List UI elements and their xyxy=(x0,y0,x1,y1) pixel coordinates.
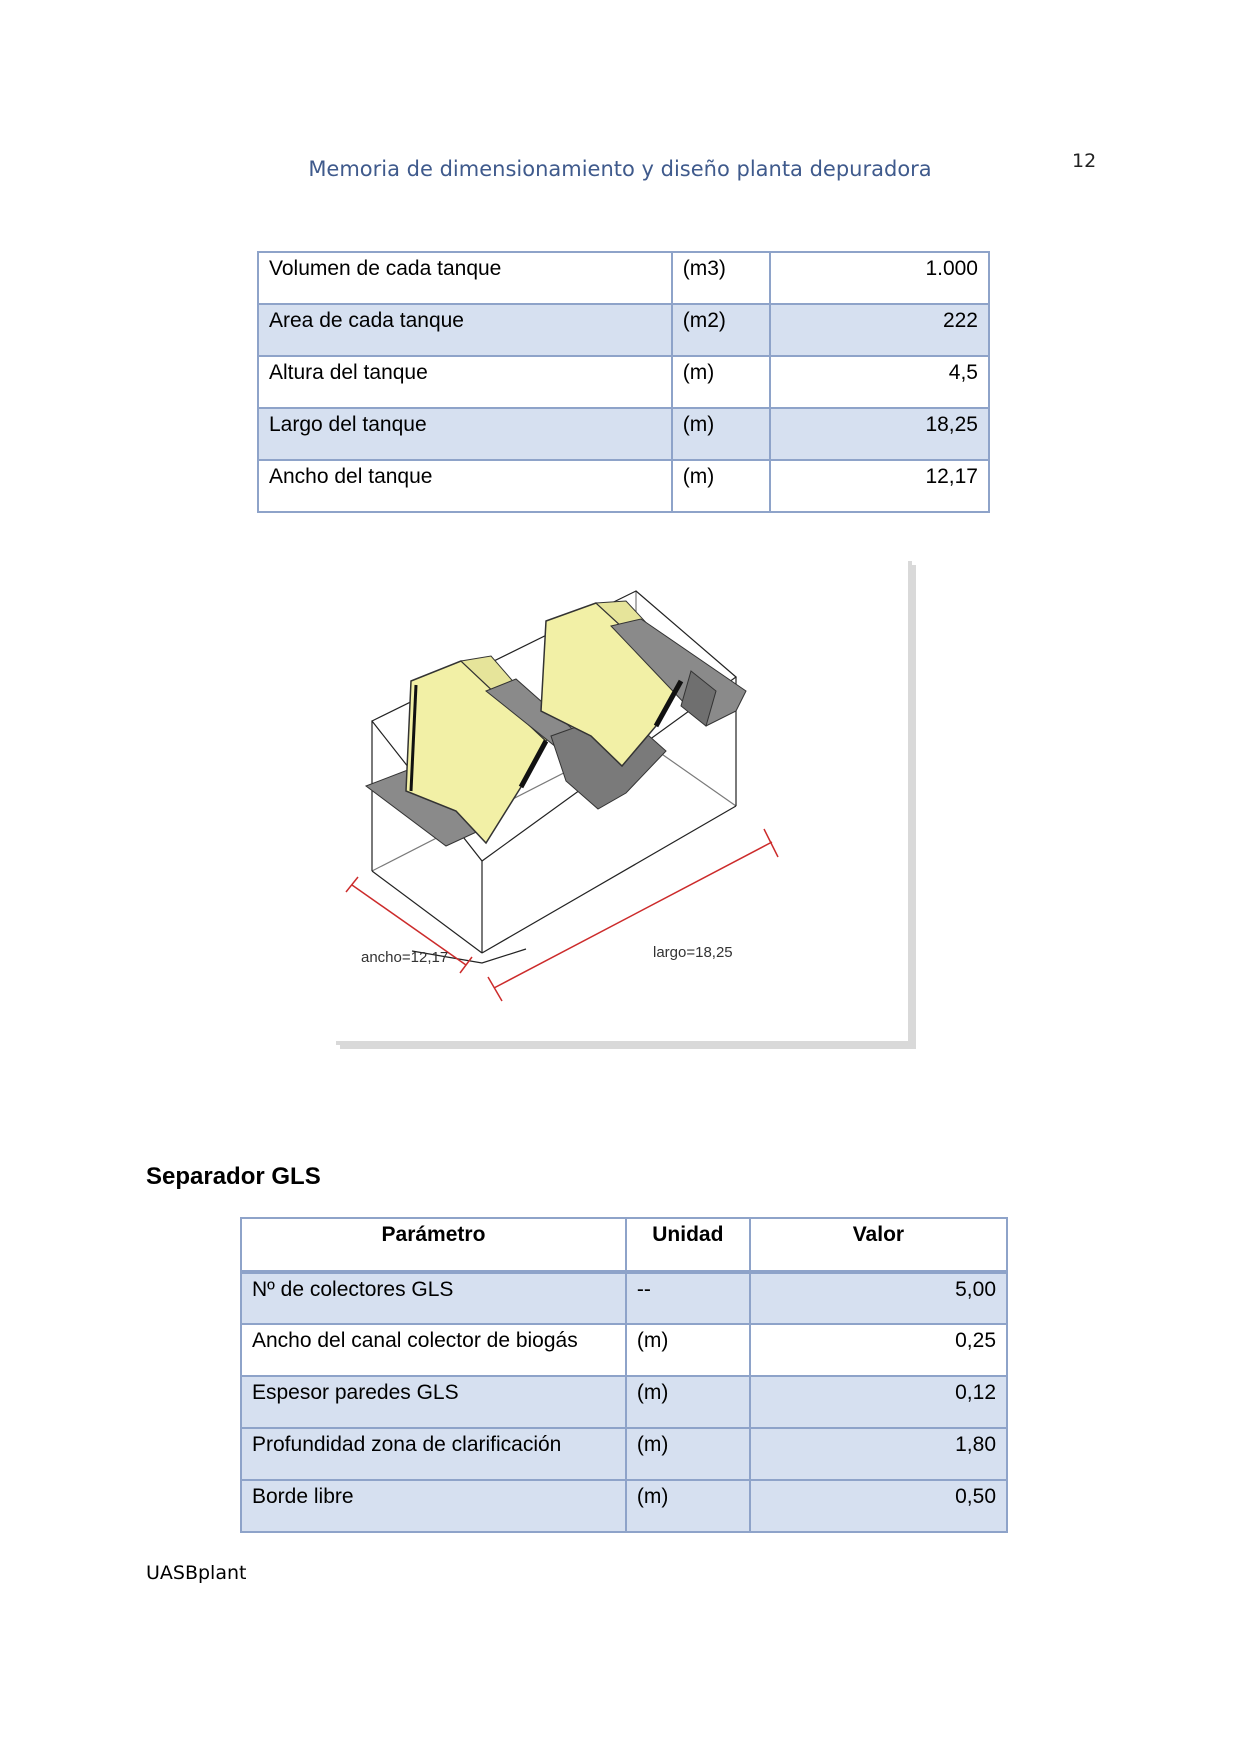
table-row xyxy=(258,252,989,304)
row-unit: (m) xyxy=(626,1480,750,1532)
row-value: 0,25 xyxy=(750,1324,1007,1376)
row-unit: (m) xyxy=(626,1428,750,1480)
row-value: 1,80 xyxy=(750,1428,1007,1480)
table-row xyxy=(241,1480,1007,1532)
row-unit: (m2) xyxy=(672,304,770,356)
column-header: Parámetro xyxy=(241,1218,626,1272)
gls-separator-table xyxy=(240,1217,1008,1533)
row-value: 5,00 xyxy=(750,1272,1007,1324)
table-row xyxy=(241,1376,1007,1428)
row-label: Volumen de cada tanque xyxy=(258,252,672,304)
row-unit: (m) xyxy=(672,356,770,408)
largo-dimension-label: largo=18,25 xyxy=(653,944,733,961)
table-header-row xyxy=(241,1218,1007,1272)
footer-text: UASBplant xyxy=(146,1562,247,1584)
section-heading: Separador GLS xyxy=(146,1163,321,1190)
table-row xyxy=(241,1324,1007,1376)
row-label: Profundidad zona de clarificación xyxy=(241,1428,626,1480)
row-label: Ancho del canal colector de biogás xyxy=(241,1324,626,1376)
header-title: Memoria de dimensionamiento y diseño planta depuradora xyxy=(308,157,932,181)
page-number: 12 xyxy=(1072,150,1097,172)
row-value: 0,50 xyxy=(750,1480,1007,1532)
row-unit: (m) xyxy=(626,1376,750,1428)
row-label: Altura del tanque xyxy=(258,356,672,408)
row-value: 222 xyxy=(770,304,989,356)
row-unit: (m3) xyxy=(672,252,770,304)
row-label: Area de cada tanque xyxy=(258,304,672,356)
row-value: 0,12 xyxy=(750,1376,1007,1428)
row-value: 1.000 xyxy=(770,252,989,304)
table-row xyxy=(258,304,989,356)
row-label: Nº de colectores GLS xyxy=(241,1272,626,1324)
row-value: 12,17 xyxy=(770,460,989,512)
row-unit: (m) xyxy=(626,1324,750,1376)
table-row xyxy=(258,356,989,408)
row-value: 4,5 xyxy=(770,356,989,408)
row-label: Largo del tanque xyxy=(258,408,672,460)
table-row xyxy=(241,1428,1007,1480)
row-label: Ancho del tanque xyxy=(258,460,672,512)
table-row xyxy=(258,408,989,460)
tank-dimensions-table xyxy=(257,251,990,513)
row-unit: (m) xyxy=(672,460,770,512)
row-unit: (m) xyxy=(672,408,770,460)
column-header: Unidad xyxy=(626,1218,750,1272)
row-unit: -- xyxy=(626,1272,750,1324)
row-label: Borde libre xyxy=(241,1480,626,1532)
row-label: Espesor paredes GLS xyxy=(241,1376,626,1428)
table-row xyxy=(258,460,989,512)
uasb-tank-figure xyxy=(336,561,912,1045)
row-value: 18,25 xyxy=(770,408,989,460)
column-header: Valor xyxy=(750,1218,1007,1272)
ancho-dimension-label: ancho=12,17 xyxy=(361,949,449,966)
table-row xyxy=(241,1272,1007,1324)
tank-3d-drawing xyxy=(336,561,908,1041)
